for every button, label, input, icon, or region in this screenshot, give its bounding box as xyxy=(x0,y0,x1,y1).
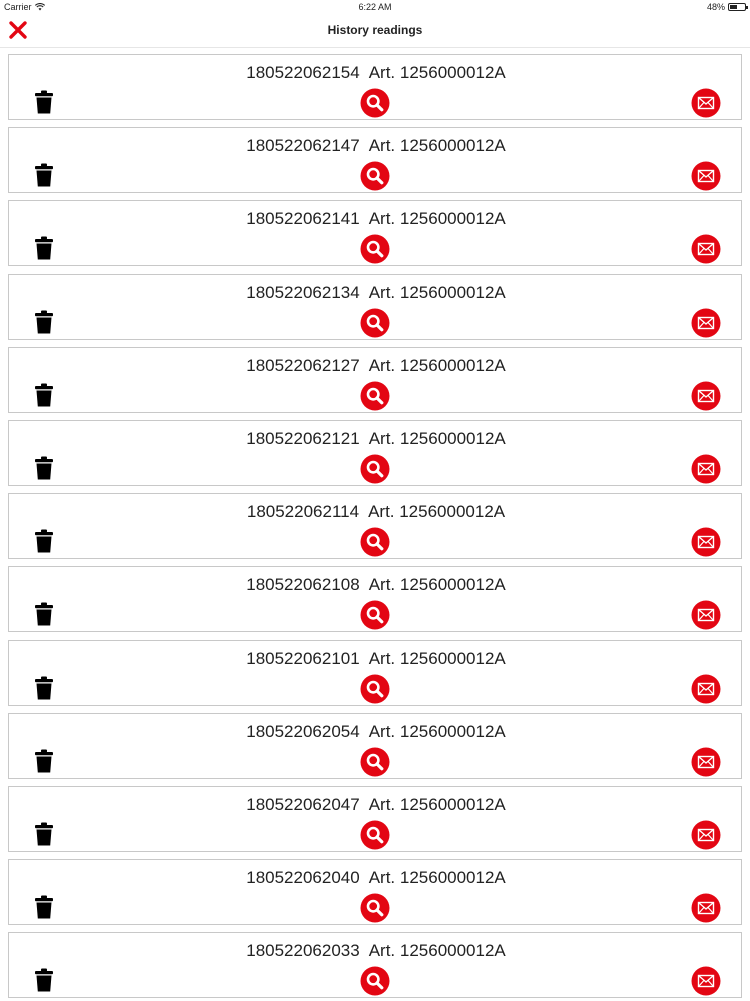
reading-article: Art. 1256000012A xyxy=(368,209,506,229)
reading-article: Art. 1256000012A xyxy=(368,63,506,82)
history-row xyxy=(8,420,742,486)
history-row xyxy=(8,347,742,413)
reading-article: Art. 1256000012A xyxy=(368,429,506,448)
reading-title xyxy=(9,429,743,449)
reading-title xyxy=(9,283,743,303)
delete-button[interactable] xyxy=(34,749,54,773)
send-email-button[interactable] xyxy=(691,161,721,191)
mail-icon xyxy=(691,88,721,118)
delete-button[interactable] xyxy=(34,895,54,919)
search-icon xyxy=(360,674,390,704)
mail-icon xyxy=(691,600,721,630)
trash-icon xyxy=(34,822,54,846)
history-row xyxy=(8,859,742,925)
history-row xyxy=(8,786,742,852)
view-reading-button[interactable] xyxy=(360,161,390,191)
delete-button[interactable] xyxy=(34,90,54,114)
search-icon xyxy=(360,161,390,191)
reading-article: Art. 1256000012A xyxy=(368,868,506,888)
search-icon xyxy=(360,966,390,996)
reading-article: Art. 1256000012A xyxy=(368,795,506,814)
send-email-button[interactable] xyxy=(691,454,721,484)
reading-title xyxy=(9,868,743,888)
history-row xyxy=(8,274,742,340)
reading-article: Art. 1256000012A xyxy=(368,136,506,156)
view-reading-button[interactable] xyxy=(360,600,390,630)
search-icon xyxy=(360,88,390,118)
view-reading-button[interactable] xyxy=(360,893,390,923)
view-reading-button[interactable] xyxy=(360,747,390,777)
mail-icon xyxy=(691,674,721,704)
delete-button[interactable] xyxy=(34,383,54,407)
send-email-button[interactable] xyxy=(691,966,721,996)
reading-article: Art. 1256000012A xyxy=(368,721,506,741)
battery-indicator xyxy=(707,2,746,12)
delete-button[interactable] xyxy=(34,602,54,626)
trash-icon xyxy=(34,236,54,260)
mail-icon xyxy=(691,966,721,996)
mail-icon xyxy=(691,234,721,264)
trash-icon xyxy=(34,310,54,334)
reading-title xyxy=(9,356,743,376)
delete-button[interactable] xyxy=(34,236,54,260)
reading-article: Art. 1256000012A xyxy=(368,355,506,375)
reading-code: 180522062127 xyxy=(246,355,360,375)
search-icon xyxy=(360,747,390,777)
view-reading-button[interactable] xyxy=(360,88,390,118)
search-icon xyxy=(360,308,390,338)
history-row xyxy=(8,200,742,266)
reading-code: 180522062141 xyxy=(246,209,360,229)
reading-code: 180522062047 xyxy=(246,795,360,814)
delete-button[interactable] xyxy=(34,822,54,846)
reading-code: 180522062108 xyxy=(246,575,360,595)
reading-article: Art. 1256000012A xyxy=(368,575,506,595)
history-row xyxy=(8,932,742,998)
view-reading-button[interactable] xyxy=(360,308,390,338)
view-reading-button[interactable] xyxy=(360,234,390,264)
history-row xyxy=(8,566,742,632)
trash-icon xyxy=(34,968,54,992)
reading-code: 180522062134 xyxy=(246,282,360,302)
send-email-button[interactable] xyxy=(691,820,721,850)
trash-icon xyxy=(34,529,54,553)
reading-code: 180522062121 xyxy=(246,429,360,448)
view-reading-button[interactable] xyxy=(360,381,390,411)
navigation-bar xyxy=(0,14,750,48)
reading-code: 180522062054 xyxy=(246,721,360,741)
reading-title xyxy=(9,502,743,522)
send-email-button[interactable] xyxy=(691,88,721,118)
reading-article: Art. 1256000012A xyxy=(368,941,506,961)
trash-icon xyxy=(34,456,54,480)
reading-article: Art. 1256000012A xyxy=(368,502,506,522)
reading-code: 180522062033 xyxy=(246,941,360,961)
search-icon xyxy=(360,454,390,484)
clock: 6:22 AM xyxy=(358,2,392,12)
send-email-button[interactable] xyxy=(691,381,721,411)
trash-icon xyxy=(34,676,54,700)
history-row xyxy=(8,713,742,779)
trash-icon xyxy=(34,90,54,114)
reading-code: 180522062147 xyxy=(246,136,360,156)
mail-icon xyxy=(691,820,721,850)
send-email-button[interactable] xyxy=(691,234,721,264)
search-icon xyxy=(360,893,390,923)
trash-icon xyxy=(34,602,54,626)
view-reading-button[interactable] xyxy=(360,674,390,704)
reading-title xyxy=(9,941,743,961)
reading-article: Art. 1256000012A xyxy=(368,648,506,668)
view-reading-button[interactable] xyxy=(360,966,390,996)
reading-code: 180522062101 xyxy=(246,648,360,668)
reading-title xyxy=(9,136,743,156)
reading-title xyxy=(9,575,743,595)
delete-button[interactable] xyxy=(34,163,54,187)
view-reading-button[interactable] xyxy=(360,527,390,557)
history-row xyxy=(8,127,742,193)
mail-icon xyxy=(691,308,721,338)
trash-icon xyxy=(34,749,54,773)
trash-icon xyxy=(34,895,54,919)
reading-code: 180522062154 xyxy=(246,63,360,82)
mail-icon xyxy=(691,454,721,484)
send-email-button[interactable] xyxy=(691,893,721,923)
view-reading-button[interactable] xyxy=(360,820,390,850)
search-icon xyxy=(360,600,390,630)
delete-button[interactable] xyxy=(34,968,54,992)
view-reading-button[interactable] xyxy=(360,454,390,484)
battery-icon xyxy=(728,3,746,11)
search-icon xyxy=(360,527,390,557)
send-email-button[interactable] xyxy=(691,600,721,630)
send-email-button[interactable] xyxy=(691,674,721,704)
reading-title xyxy=(9,63,743,83)
search-icon xyxy=(360,820,390,850)
reading-article: Art. 1256000012A xyxy=(368,282,506,302)
search-icon xyxy=(360,381,390,411)
delete-button[interactable] xyxy=(34,676,54,700)
reading-code: 180522062114 xyxy=(246,502,360,522)
history-row xyxy=(8,54,742,120)
mail-icon xyxy=(691,381,721,411)
mail-icon xyxy=(691,893,721,923)
delete-button[interactable] xyxy=(34,456,54,480)
trash-icon xyxy=(34,163,54,187)
reading-title xyxy=(9,649,743,669)
send-email-button[interactable] xyxy=(691,527,721,557)
delete-button[interactable] xyxy=(34,529,54,553)
history-row xyxy=(8,640,742,706)
reading-code: 180522062040 xyxy=(246,868,360,888)
mail-icon xyxy=(691,747,721,777)
delete-button[interactable] xyxy=(34,310,54,334)
history-row xyxy=(8,493,742,559)
battery-percent: 48% xyxy=(706,2,725,12)
reading-title xyxy=(9,795,743,815)
mail-icon xyxy=(691,527,721,557)
trash-icon xyxy=(34,383,54,407)
search-icon xyxy=(360,234,390,264)
carrier-label: Carrier xyxy=(4,2,32,12)
mail-icon xyxy=(691,161,721,191)
send-email-button[interactable] xyxy=(691,747,721,777)
reading-title xyxy=(9,209,743,229)
page-title: History readings xyxy=(327,23,423,37)
status-bar xyxy=(0,0,750,14)
send-email-button[interactable] xyxy=(691,308,721,338)
reading-title xyxy=(9,722,743,742)
